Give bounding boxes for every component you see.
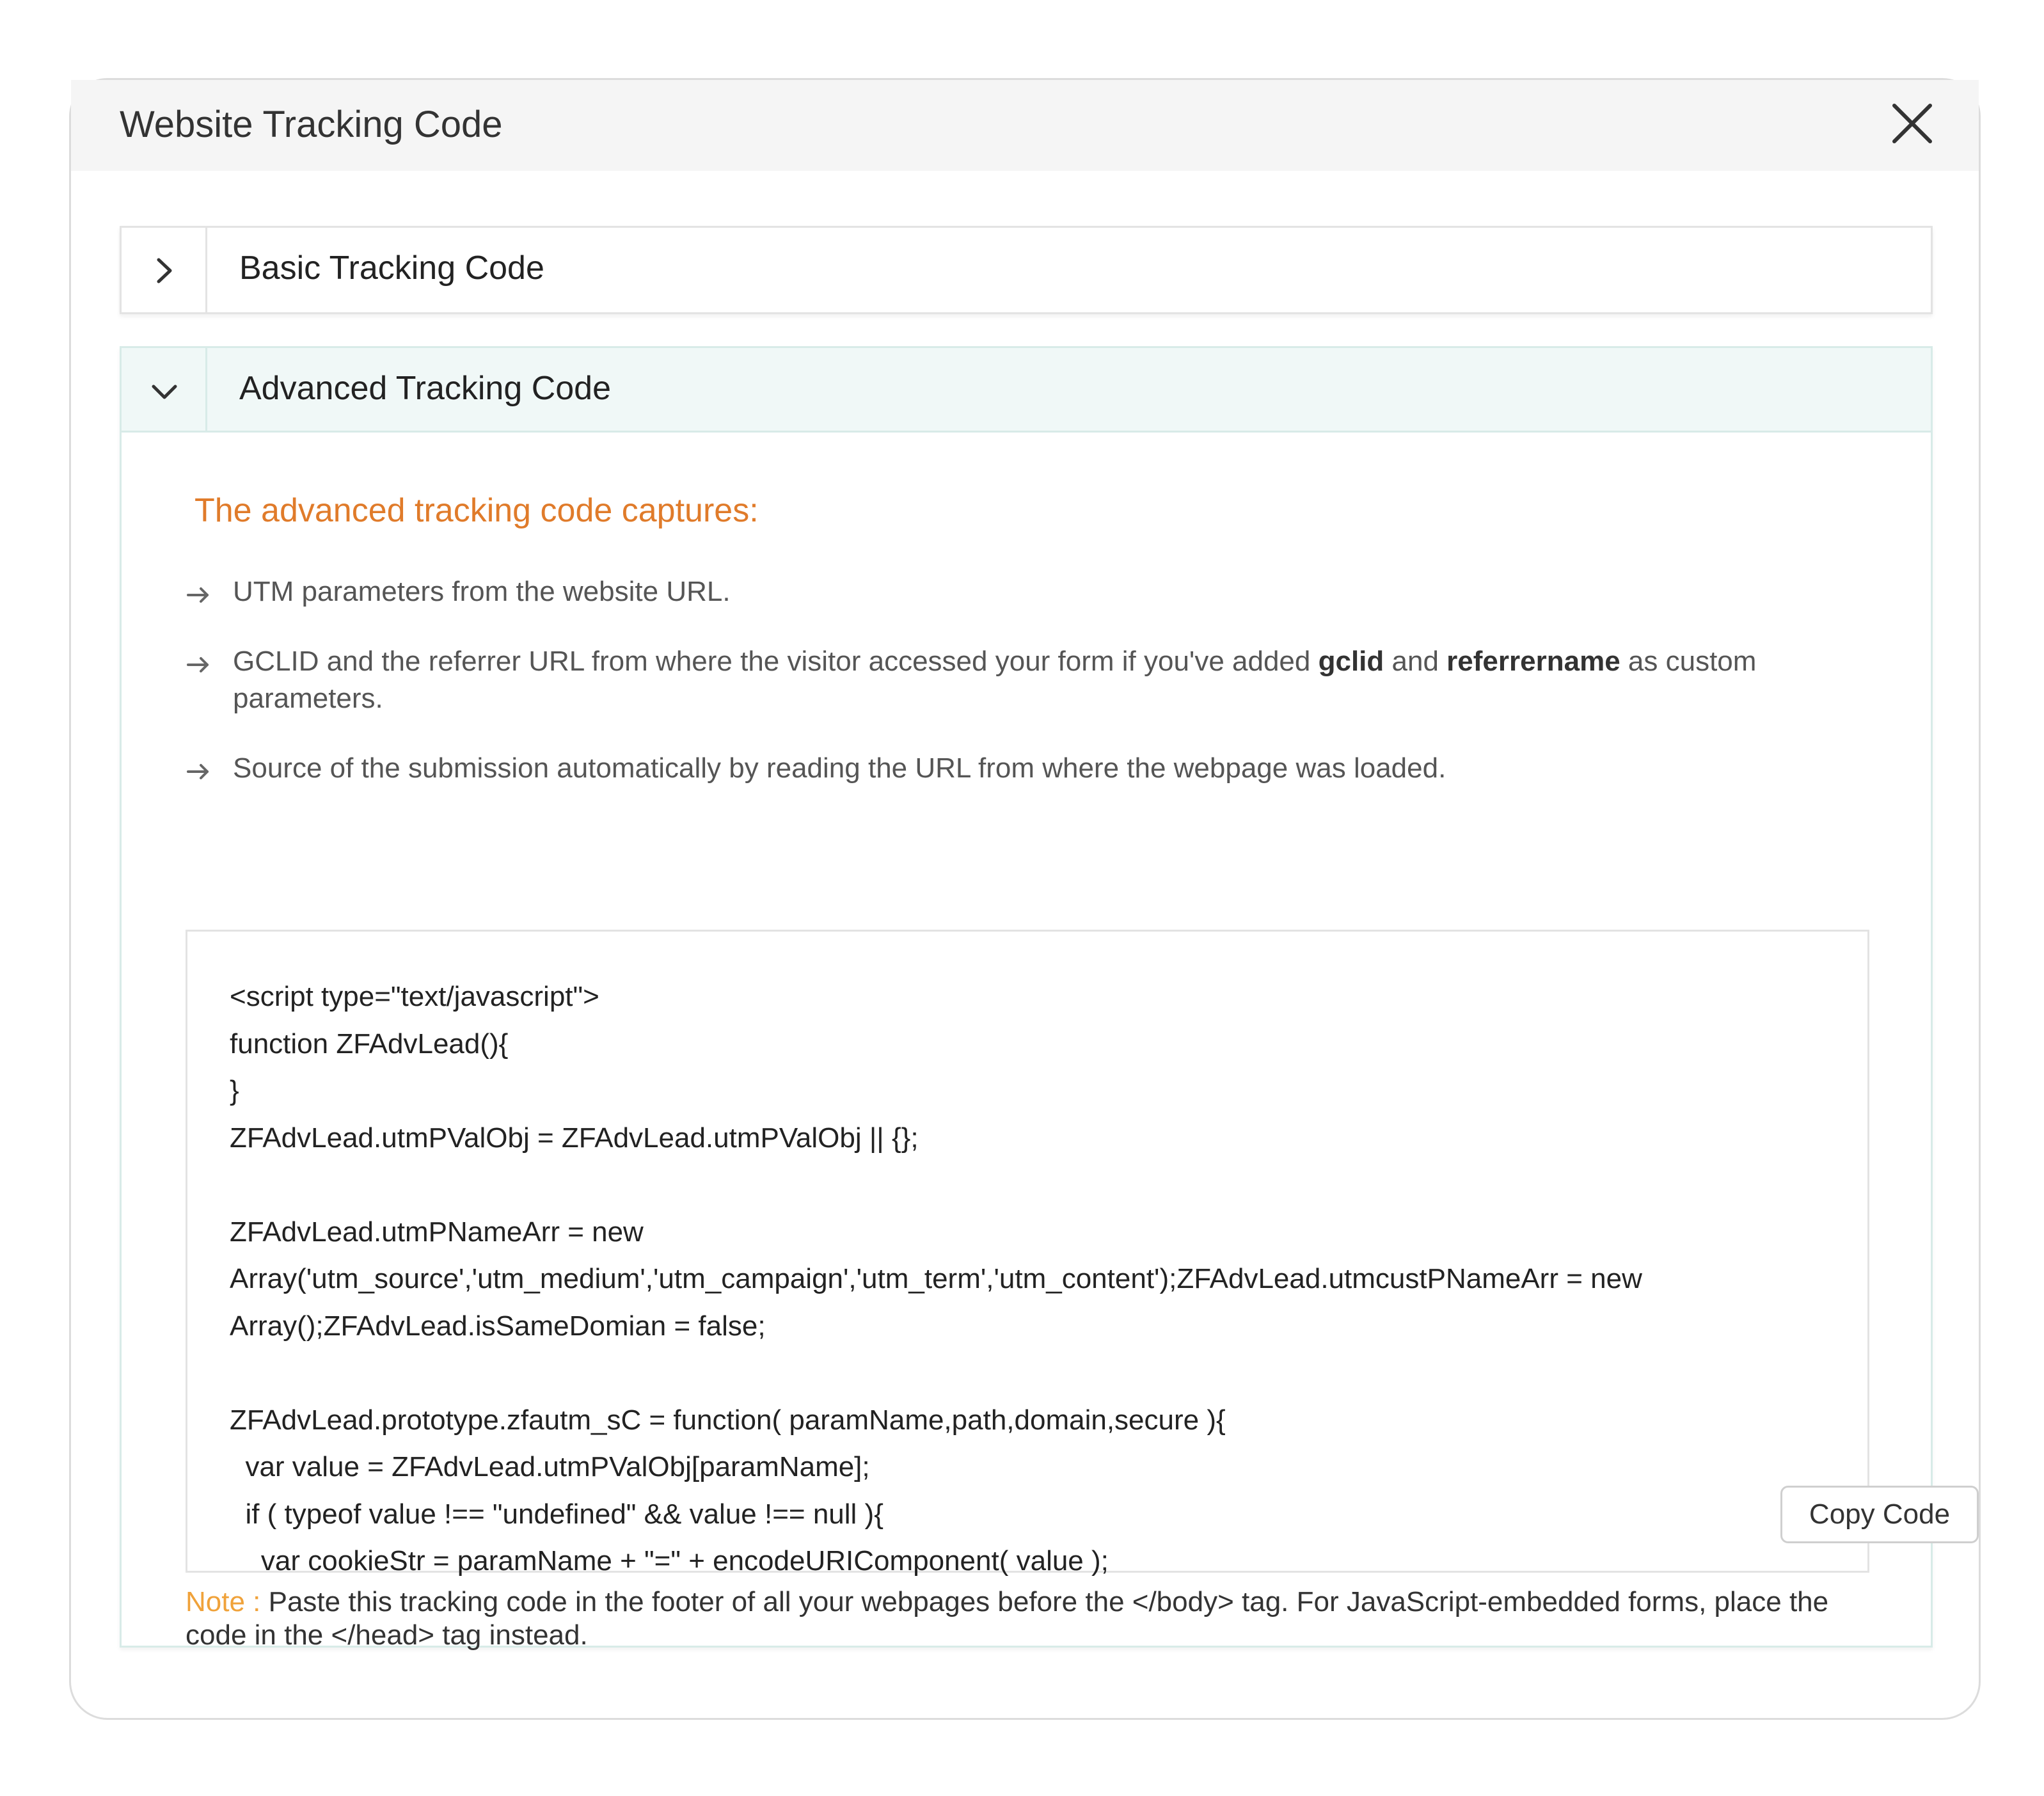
copy-code-button[interactable]: Copy Code	[1780, 1486, 1979, 1543]
arrow-right-icon	[186, 573, 211, 610]
basic-tracking-section	[120, 226, 1933, 314]
arrow-right-icon	[186, 750, 211, 787]
capture-item-source	[233, 750, 1819, 787]
advanced-tracking-title: Advanced Tracking Code	[239, 370, 612, 407]
close-icon	[1887, 98, 1938, 149]
gclid-param: gclid	[1318, 646, 1384, 677]
capture-item-utm	[233, 573, 1819, 610]
basic-tracking-toggle[interactable]	[122, 228, 207, 312]
capture-item-gclid	[233, 643, 1819, 717]
advanced-tracking-header[interactable]	[122, 348, 1931, 433]
basic-tracking-header[interactable]	[122, 228, 1931, 312]
tracking-code-box[interactable]	[186, 930, 1951, 1577]
modal-title: Website Tracking Code	[120, 104, 503, 145]
capture-item-text: Source of the submission automatically by reading the URL from where the webpage was loaded.	[233, 752, 1446, 784]
basic-tracking-title: Basic Tracking Code	[239, 250, 544, 287]
capture-item-text: UTM parameters from the website URL.	[233, 576, 731, 607]
advanced-tracking-toggle[interactable]	[122, 348, 207, 431]
close-button[interactable]	[1887, 98, 1938, 149]
arrow-right-icon	[186, 643, 211, 680]
referrername-param: referrername	[1446, 646, 1620, 677]
capture-item-text: as custom parameters.	[233, 646, 1757, 714]
note-text: Paste this tracking code in the footer of all your webpages before the </body> tag. For JavaScript-embedded forms, place the code in the </head> tag instead.	[186, 1586, 1829, 1651]
modal-header	[71, 80, 1979, 171]
capture-item-text: and	[1384, 646, 1447, 677]
chevron-right-icon	[147, 253, 182, 288]
tracking-code-modal	[69, 78, 1981, 1720]
note-label: Note :	[186, 1586, 261, 1617]
chevron-down-icon	[147, 374, 182, 408]
captures-heading: The advanced tracking code captures:	[194, 492, 759, 529]
tracking-note	[186, 1585, 1887, 1652]
tracking-code-text[interactable]: <script type="text/javascript"> function ZFAdvLead(){ } ZFAdvLead.utmPValObj = ZFAdvLead.utmPValObj || {}; ZFAdvLead.utmPNameArr = new Array('utm_source','utm_medium','utm_campaign','utm_term','utm_content');ZFAdvLead.utmcustPNameArr = new Array();ZFAdvLead.isSameDomian = false; ZFAdvLead.prototype.zfautm_sC = function( paramName,path,domain,secure ){ var value = ZFAdvLead.utmPValObj[paramName]; if ( typeof value !== "undefined" && value !== null ){ var cookieStr = paramName + "=" + encodeURIComponent( value );	[230, 981, 1642, 1577]
advanced-tracking-section	[120, 346, 1951, 1651]
capture-item-text: GCLID and the referrer URL from where the visitor accessed your form if you've added	[233, 646, 1319, 677]
